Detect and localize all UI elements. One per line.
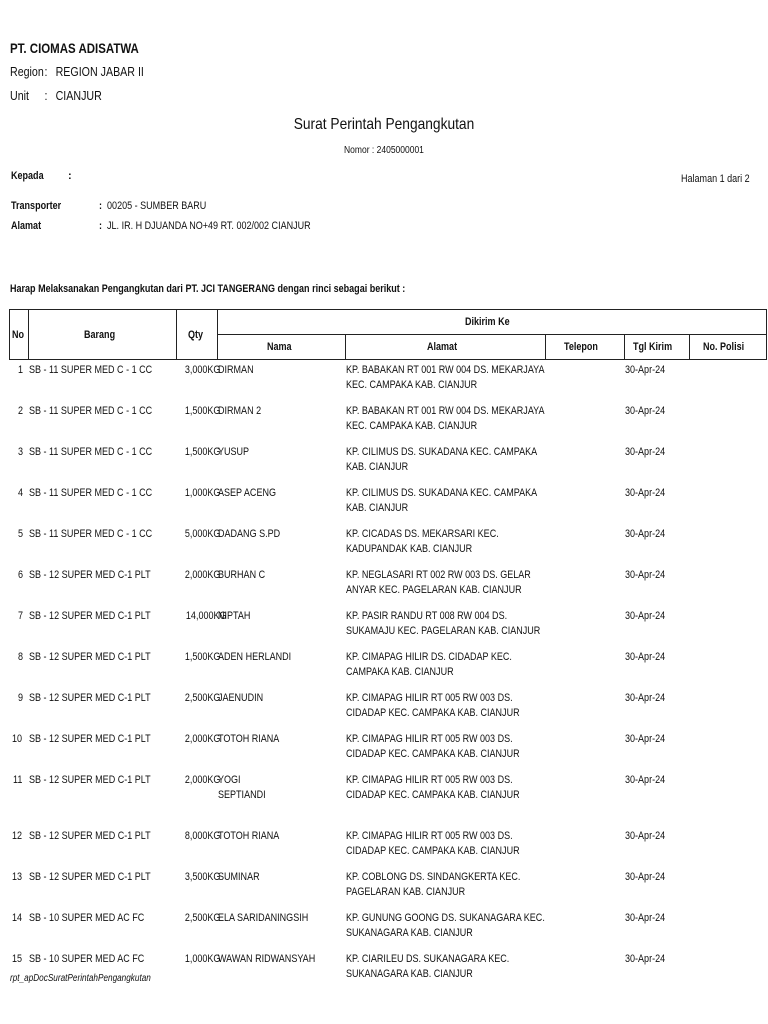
table-row <box>10 867 767 908</box>
cell-nama: ASEP ACENG <box>217 487 276 499</box>
col-header-tgl-kirim: Tgl Kirim <box>625 335 690 360</box>
cell-alamat: KP. CIMAPAG HILIR RT 005 RW 003 DS. CIDADAP KEC. CAMPAKA KAB. CIANJUR <box>345 733 520 760</box>
cell-qty: 14,000KG <box>185 610 227 622</box>
cell-no: 4 <box>18 487 24 499</box>
table-row <box>10 565 767 606</box>
cell-no-polisi <box>690 826 767 867</box>
cell-qty: 1,500KG <box>184 651 220 663</box>
cell-alamat: KP. CIMAPAG HILIR RT 005 RW 003 DS. CIDADAP KEC. CAMPAKA KAB. CIANJUR <box>345 774 520 801</box>
cell-no: 9 <box>18 692 24 704</box>
cell-tgl-kirim: 30-Apr-24 <box>624 610 665 622</box>
table-row <box>10 524 767 565</box>
cell-nama: BURHAN C <box>217 569 265 581</box>
cell-nama: DIRMAN 2 <box>217 405 261 417</box>
cell-no-polisi <box>690 867 767 908</box>
region-value: REGION JABAR II <box>55 64 144 79</box>
transporter-value: : 00205 - SUMBER BARU <box>99 200 207 212</box>
cell-no-polisi <box>690 565 767 606</box>
cell-qty: 2,000KG <box>184 774 220 786</box>
cell-barang: SB - 12 SUPER MED C-1 PLT <box>28 610 151 622</box>
table-row <box>10 908 767 949</box>
cell-tgl-kirim: 30-Apr-24 <box>624 405 665 417</box>
cell-qty: 2,000KG <box>184 733 220 745</box>
cell-no: 12 <box>12 830 23 842</box>
report-footer: rpt_apDocSuratPerintahPengangkutan <box>10 973 151 984</box>
unit-label: Unit <box>10 88 29 103</box>
cell-qty: 8,000KG <box>184 830 220 842</box>
cell-barang: SB - 11 SUPER MED C - 1 CC <box>28 405 152 417</box>
cell-tgl-kirim: 30-Apr-24 <box>624 487 665 499</box>
cell-nama: JAENUDIN <box>217 692 263 704</box>
table-row <box>10 360 767 402</box>
cell-barang: SB - 12 SUPER MED C-1 PLT <box>28 733 151 745</box>
table-row <box>10 647 767 688</box>
cell-no: 15 <box>12 953 23 965</box>
cell-nama: DIRMAN <box>217 364 254 376</box>
cell-barang: SB - 10 SUPER MED AC FC <box>28 953 144 965</box>
cell-alamat: KP. GUNUNG GOONG DS. SUKANAGARA KEC. SUKANAGARA KAB. CIANJUR <box>345 912 545 939</box>
table-row <box>10 606 767 647</box>
cell-no-polisi <box>690 770 767 826</box>
cell-tgl-kirim: 30-Apr-24 <box>624 733 665 745</box>
document-title: Surat Perintah Pengangkutan <box>293 116 475 133</box>
cell-tgl-kirim: 30-Apr-24 <box>624 446 665 458</box>
cell-tgl-kirim: 30-Apr-24 <box>624 364 665 376</box>
cell-telepon <box>546 729 625 770</box>
cell-alamat: KP. CIMAPAG HILIR DS. CIDADAP KEC. CAMPAKA KAB. CIANJUR <box>345 651 512 678</box>
cell-barang: SB - 12 SUPER MED C-1 PLT <box>28 692 151 704</box>
cell-barang: SB - 11 SUPER MED C - 1 CC <box>28 364 152 376</box>
unit-value: CIANJUR <box>55 88 102 103</box>
cell-telepon <box>546 606 625 647</box>
cell-tgl-kirim: 30-Apr-24 <box>624 651 665 663</box>
cell-tgl-kirim: 30-Apr-24 <box>624 912 665 924</box>
cell-nama: ELA SARIDANINGSIH <box>217 912 308 924</box>
cell-no-polisi <box>690 606 767 647</box>
col-header-no: No <box>10 310 29 360</box>
cell-alamat: KP. CIMAPAG HILIR RT 005 RW 003 DS. CIDADAP KEC. CAMPAKA KAB. CIANJUR <box>345 692 520 719</box>
cell-telepon <box>546 401 625 442</box>
cell-barang: SB - 12 SUPER MED C-1 PLT <box>28 651 151 663</box>
table-row <box>10 401 767 442</box>
cell-telepon <box>546 908 625 949</box>
cell-no-polisi <box>690 360 767 402</box>
document-number: Nomor : 2405000001 <box>344 145 424 156</box>
cell-alamat: KP. BABAKAN RT 001 RW 004 DS. MEKARJAYA KEC. CAMPAKA KAB. CIANJUR <box>345 405 544 432</box>
cell-no-polisi <box>690 908 767 949</box>
cell-no: 1 <box>18 364 24 376</box>
cell-no: 2 <box>18 405 24 417</box>
cell-barang: SB - 12 SUPER MED C-1 PLT <box>28 830 151 842</box>
cell-no: 6 <box>18 569 24 581</box>
cell-tgl-kirim: 30-Apr-24 <box>624 871 665 883</box>
cell-nama: WAWAN RIDWANSYAH <box>217 953 315 965</box>
alamat-value: : JL. IR. H DJUANDA NO+49 RT. 002/002 CIANJUR <box>99 220 311 232</box>
company-name: PT. CIOMAS ADISATWA <box>10 40 139 56</box>
page-indicator: Halaman 1 dari 2 <box>681 173 750 185</box>
col-header-no-polisi: No. Polisi <box>690 335 767 360</box>
cell-no: 11 <box>13 774 23 786</box>
cell-telepon <box>546 770 625 826</box>
table-row <box>10 770 767 826</box>
transporter-label: Transporter <box>11 200 62 212</box>
unit-line: Unit : CIANJUR <box>10 88 102 103</box>
kepada-label: Kepada <box>11 170 44 182</box>
cell-nama: YOGI SEPTIANDI <box>217 774 266 801</box>
cell-no: 13 <box>12 871 23 883</box>
cell-qty: 1,500KG <box>184 405 220 417</box>
table-row <box>10 729 767 770</box>
cell-no-polisi <box>690 442 767 483</box>
cell-barang: SB - 10 SUPER MED AC FC <box>28 912 144 924</box>
cell-telepon <box>546 360 625 402</box>
col-header-telepon: Telepon <box>546 335 625 360</box>
cell-alamat: KP. BABAKAN RT 001 RW 004 DS. MEKARJAYA KEC. CAMPAKA KAB. CIANJUR <box>345 364 544 391</box>
cell-alamat: KP. COBLONG DS. SINDANGKERTA KEC. PAGELARAN KAB. CIANJUR <box>345 871 520 898</box>
cell-telepon <box>546 483 625 524</box>
cell-nama: DADANG S.PD <box>217 528 280 540</box>
cell-barang: SB - 11 SUPER MED C - 1 CC <box>28 446 152 458</box>
table-row <box>10 826 767 867</box>
cell-qty: 3,000KG <box>184 364 220 376</box>
col-header-barang: Barang <box>29 310 177 360</box>
cell-alamat: KP. CIMAPAG HILIR RT 005 RW 003 DS. CIDADAP KEC. CAMPAKA KAB. CIANJUR <box>345 830 520 857</box>
cell-no-polisi <box>690 483 767 524</box>
cell-telepon <box>546 442 625 483</box>
cell-alamat: KP. NEGLASARI RT 002 RW 003 DS. GELAR ANYAR KEC. PAGELARAN KAB. CIANJUR <box>345 569 531 596</box>
col-header-nama: Nama <box>218 335 346 360</box>
cell-alamat: KP. CILIMUS DS. SUKADANA KEC. CAMPAKA KAB. CIANJUR <box>345 487 537 514</box>
cell-qty: 1,000KG <box>184 487 220 499</box>
cell-nama: YUSUP <box>217 446 249 458</box>
cell-alamat: KP. CICADAS DS. MEKARSARI KEC. KADUPANDAK KAB. CIANJUR <box>345 528 499 555</box>
cell-tgl-kirim: 30-Apr-24 <box>624 953 665 965</box>
cell-barang: SB - 12 SUPER MED C-1 PLT <box>28 871 151 883</box>
kepada-colon: : <box>68 170 72 182</box>
table-row <box>10 688 767 729</box>
cell-telepon <box>546 867 625 908</box>
cell-nama: NIPTAH <box>217 610 250 622</box>
cell-telepon <box>546 647 625 688</box>
cell-telepon <box>546 826 625 867</box>
cell-qty: 2,500KG <box>184 692 220 704</box>
cell-nama: ADEN HERLANDI <box>217 651 291 663</box>
cell-barang: SB - 12 SUPER MED C-1 PLT <box>28 569 151 581</box>
cell-barang: SB - 11 SUPER MED C - 1 CC <box>28 528 152 540</box>
cell-no-polisi <box>690 647 767 688</box>
cell-alamat: KP. CIARILEU DS. SUKANAGARA KEC. SUKANAGARA KAB. CIANJUR <box>345 953 509 980</box>
cell-no: 3 <box>18 446 24 458</box>
cell-nama: TOTOH RIANA <box>217 830 279 842</box>
shipment-table <box>9 309 767 990</box>
cell-no-polisi <box>690 524 767 565</box>
col-header-qty: Qty <box>177 310 218 360</box>
cell-no: 14 <box>12 912 23 924</box>
cell-nama: TOTOH RIANA <box>217 733 279 745</box>
cell-telepon <box>546 949 625 990</box>
cell-qty: 2,500KG <box>184 912 220 924</box>
alamat-label: Alamat <box>11 220 42 232</box>
table-row <box>10 442 767 483</box>
cell-qty: 1,000KG <box>184 953 220 965</box>
cell-telepon <box>546 524 625 565</box>
cell-qty: 1,500KG <box>184 446 220 458</box>
cell-tgl-kirim: 30-Apr-24 <box>624 528 665 540</box>
table-row <box>10 483 767 524</box>
cell-tgl-kirim: 30-Apr-24 <box>624 692 665 704</box>
region-line: Region: REGION JABAR II <box>10 64 144 79</box>
cell-tgl-kirim: 30-Apr-24 <box>624 830 665 842</box>
cell-no-polisi <box>690 688 767 729</box>
cell-nama: SUMINAR <box>217 871 260 883</box>
col-header-dikirim-ke: Dikirim Ke <box>218 310 767 335</box>
cell-alamat: KP. CILIMUS DS. SUKADANA KEC. CAMPAKA KAB. CIANJUR <box>345 446 537 473</box>
col-header-alamat: Alamat <box>346 335 546 360</box>
region-label: Region <box>10 64 44 79</box>
cell-no-polisi <box>690 401 767 442</box>
cell-no-polisi <box>690 729 767 770</box>
cell-qty: 5,000KG <box>184 528 220 540</box>
cell-alamat: KP. PASIR RANDU RT 008 RW 004 DS. SUKAMAJU KEC. PAGELARAN KAB. CIANJUR <box>345 610 540 637</box>
cell-barang: SB - 12 SUPER MED C-1 PLT <box>28 774 151 786</box>
cell-no: 8 <box>18 651 24 663</box>
cell-qty: 3,500KG <box>184 871 220 883</box>
cell-barang: SB - 11 SUPER MED C - 1 CC <box>28 487 152 499</box>
cell-no: 5 <box>18 528 24 540</box>
cell-no-polisi <box>690 949 767 990</box>
cell-telepon <box>546 688 625 729</box>
cell-tgl-kirim: 30-Apr-24 <box>624 569 665 581</box>
intro-text: Harap Melaksanakan Pengangkutan dari PT. JCI TANGERANG dengan rinci sebagai berikut : <box>10 283 406 295</box>
cell-no: 10 <box>12 733 23 745</box>
cell-telepon <box>546 565 625 606</box>
cell-tgl-kirim: 30-Apr-24 <box>624 774 665 786</box>
cell-qty: 2,000KG <box>184 569 220 581</box>
cell-no: 7 <box>18 610 24 622</box>
